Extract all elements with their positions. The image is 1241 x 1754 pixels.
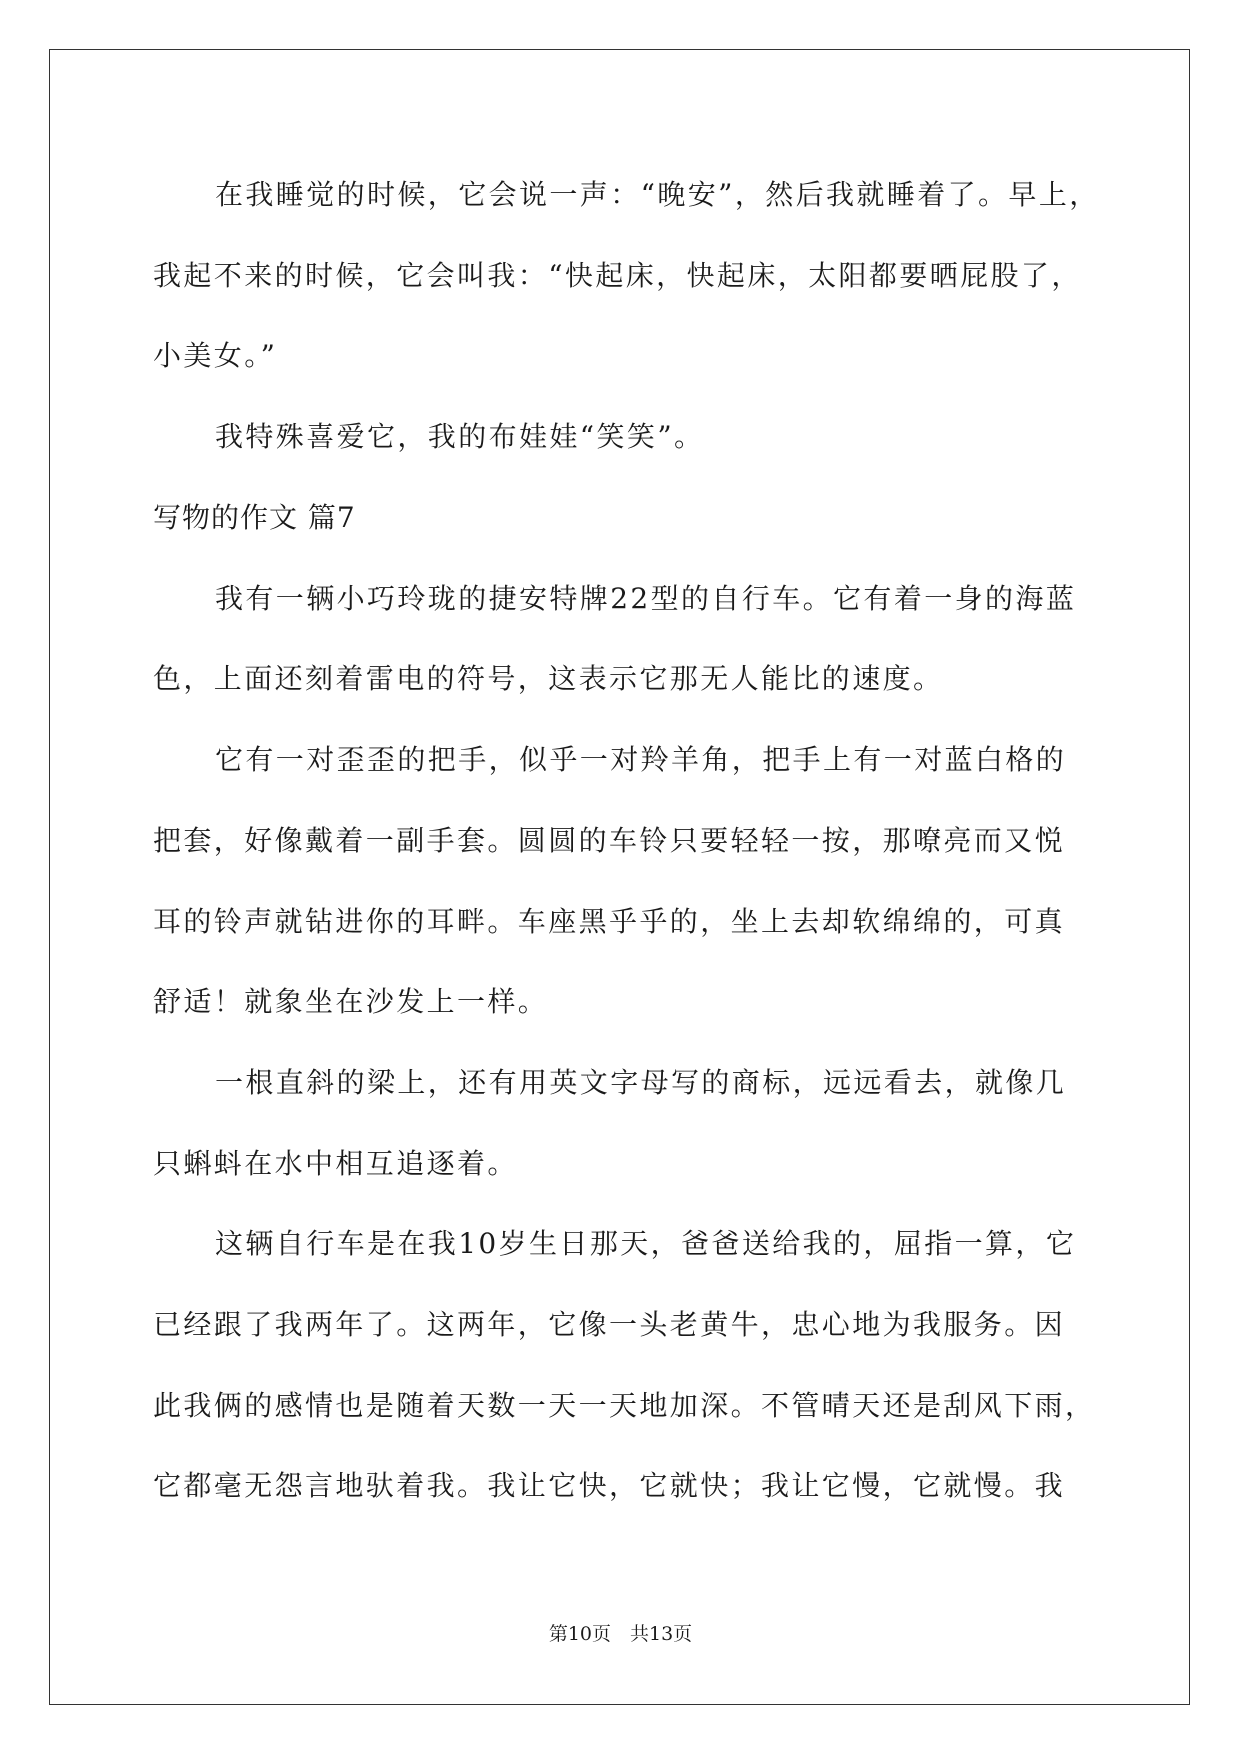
text-line-17: 它都毫无怨言地驮着我。我让它快，它就快；我让它慢，它就慢。我 [153,1469,1066,1502]
text-line-7: 色，上面还刻着雷电的符号，这表示它那无人能比的速度。 [153,662,944,695]
text-line-12: 一根直斜的梁上，还有用英文字母写的商标，远远看去，就像几 [215,1066,1067,1099]
section-heading: 写物的作文 篇7 [153,501,356,534]
text-line-4: 我特殊喜爱它，我的布娃娃“笑笑”。 [215,420,705,453]
text-line-10: 耳的铃声就钻进你的耳畔。车座黑乎乎的，坐上去却软绵绵的，可真 [153,905,1066,938]
text-line-13: 只蝌蚪在水中相互追逐着。 [153,1147,518,1180]
text-line-11: 舒适！就象坐在沙发上一样。 [153,985,549,1018]
text-line-3: 小美女。” [153,339,278,372]
page-border [49,49,1190,1705]
text-line-8: 它有一对歪歪的把手，似乎一对羚羊角，把手上有一对蓝白格的 [215,743,1067,776]
page-number-footer: 第10页 共13页 [548,1623,693,1645]
text-line-14: 这辆自行车是在我10岁生日那天，爸爸送给我的，屈指一算，它 [215,1227,1077,1260]
text-line-6: 我有一辆小巧玲珑的捷安特牌22型的自行车。它有着一身的海蓝 [215,582,1077,615]
text-line-1: 在我睡觉的时候，它会说一声：“晚安”，然后我就睡着了。早上， [215,178,1100,211]
text-line-2: 我起不来的时候，它会叫我：“快起床，快起床，太阳都要晒屁股了， [153,259,1082,292]
text-line-15: 已经跟了我两年了。这两年，它像一头老黄牛，忠心地为我服务。因 [153,1308,1066,1341]
text-line-16: 此我俩的感情也是随着天数一天一天地加深。不管晴天还是刮风下雨， [153,1389,1096,1422]
text-line-9: 把套，好像戴着一副手套。圆圆的车铃只要轻轻一按，那嘹亮而又悦 [153,824,1066,857]
